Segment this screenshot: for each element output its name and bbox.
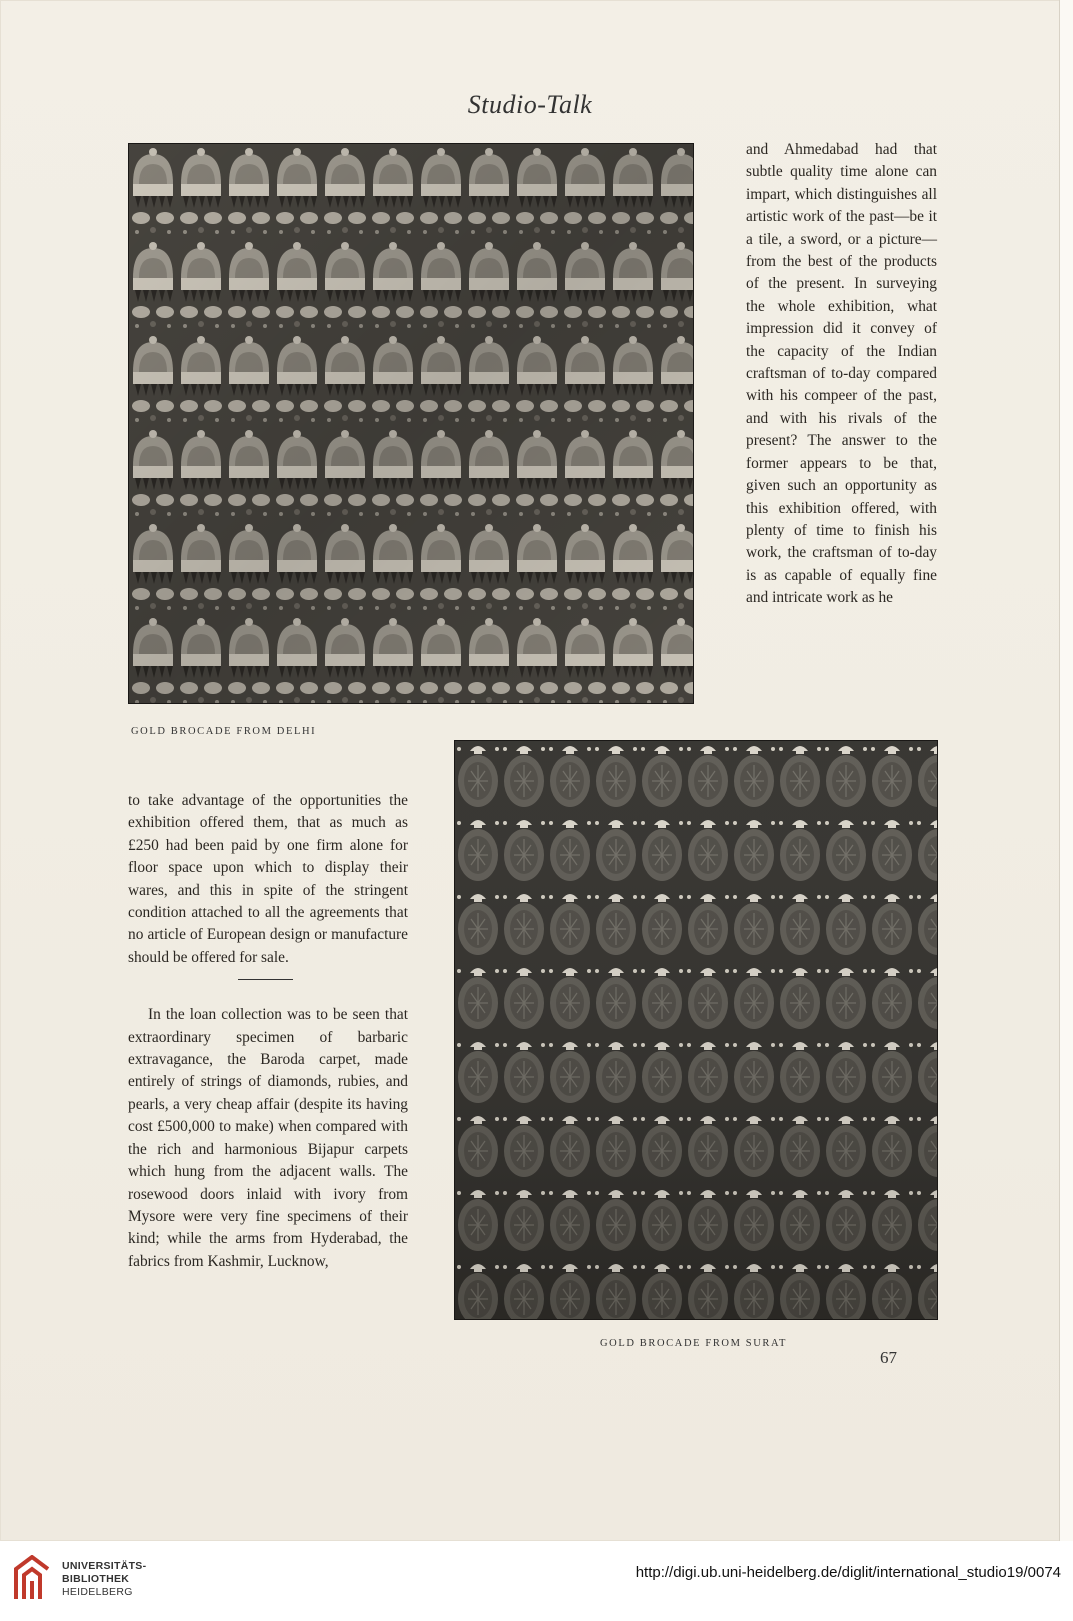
gold-brocade-delhi-image — [128, 143, 694, 704]
section-divider — [238, 979, 293, 980]
library-line: HEIDELBERG — [62, 1586, 133, 1598]
caption-delhi: GOLD BROCADE FROM DELHI — [131, 726, 317, 737]
library-logo-icon[interactable] — [12, 1555, 52, 1601]
page-number: 67 — [880, 1348, 897, 1367]
source-url-link[interactable]: http://digi.ub.uni-heidelberg.de/diglit/international_studio19/0074 — [635, 1564, 1061, 1581]
text-column-left — [128, 790, 408, 1273]
paragraph: to take advantage of the opportunities the exhibition offered them, that as much as £250 had been paid by one firm alone for floor space upon which to display their wares, and this in spite of the stringent condition attached to all the agreements that no article of European design or manufacture should be offered for sale. — [128, 792, 408, 966]
page-edge — [1059, 0, 1073, 1541]
caption-surat: GOLD BROCADE FROM SURAT — [600, 1338, 788, 1349]
paragraph: and Ahmedabad had that subtle quality time alone can impart, which distinguishes all artistic work of the past—be it a tile, a sword, or a picture—from the best of the products of the present. In surveying the whole exhibition, what impression did it convey of the capacity of the Indian craftsman of to-day compared with his compeer of the past, and with his rivals of the present? The answer to the former appears to be that, given such an opportunity as this exhibition offered, with plenty of time to finish his work, the craftsman of to-day is as capable of equally fine and intricate work as he — [746, 141, 937, 607]
digitization-footer — [0, 1541, 1073, 1621]
library-line: BIBLIOTHEK — [62, 1573, 130, 1585]
text-column-right — [746, 139, 937, 610]
gold-brocade-surat-image — [454, 740, 938, 1320]
library-name — [62, 1560, 146, 1599]
running-head: Studio-Talk — [467, 90, 593, 119]
library-line: UNIVERSITÄTS- — [62, 1560, 147, 1572]
paragraph: In the loan collection was to be seen that extraordinary specimen of barbaric extravagance, the Baroda carpet, made entirely of strings of diamonds, rubies, and pearls, a very cheap affair (despite its having cost £500,000 to make) when compared with the rich and harmonious Bijapur carpets which hung from the adjacent walls. The rosewood doors inlaid with ivory from Mysore were very fine specimens of their kind; while the arms from Hyderabad, the fabrics from Kashmir, Lucknow, — [128, 1006, 408, 1270]
